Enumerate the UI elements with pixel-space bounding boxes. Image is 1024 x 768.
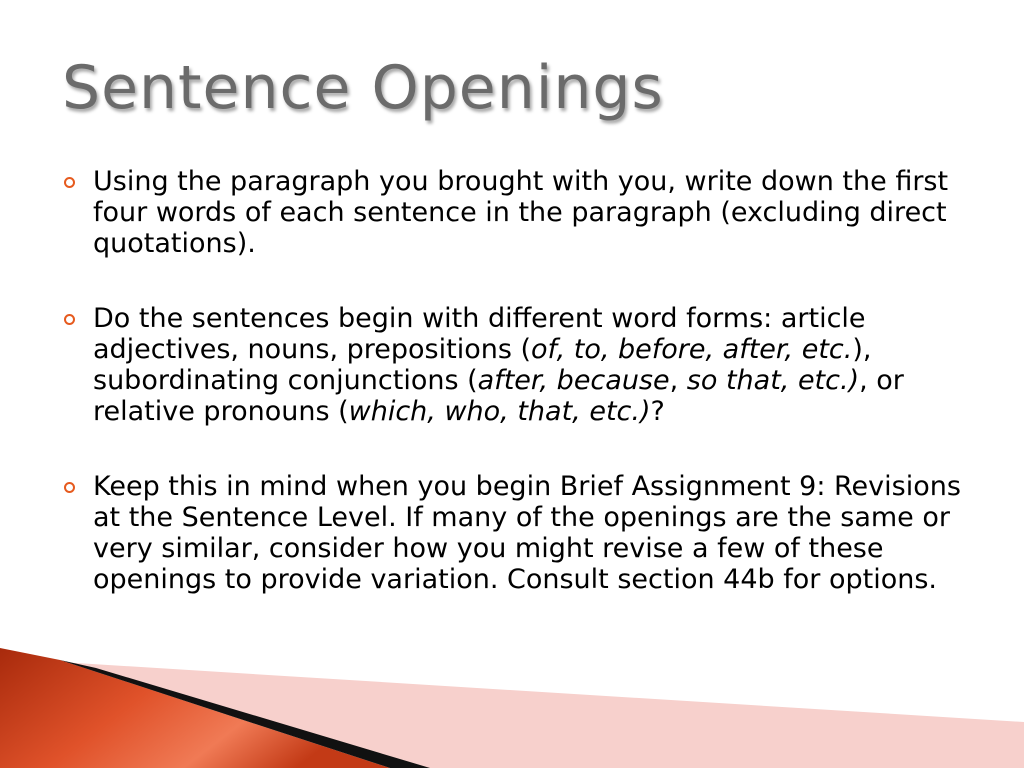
bullet-plain-text: , [669,365,687,396]
bullet-circle-icon [64,482,75,493]
bullet-plain-text: Using the paragraph you brought with you, write down the first four words of each sentence in the paragraph (excluding direct quotations). [93,166,949,259]
bullet-italic-text: of, to, before, after, etc. [531,334,853,365]
bullet-text [93,471,974,595]
bullet-italic-text: which, who, that, etc.) [348,396,651,427]
bullet-list [64,166,974,639]
bullet-text [93,303,974,427]
bullet-plain-text: ? [650,396,665,427]
bullet-italic-text: so that, etc.) [686,365,860,396]
bullet-item [64,303,974,427]
bullet-item [64,166,974,259]
bullet-text [93,166,974,259]
bullet-italic-text: after, because [477,365,670,396]
bullet-circle-icon [64,177,75,188]
bullet-plain-text: Do the sentences begin with different word forms: article adjectives, nouns, prepositions ( [93,303,866,365]
slide-title: Sentence Openings [62,53,664,123]
bullet-item [64,471,974,595]
bullet-circle-icon [64,314,75,325]
bullet-plain-text: ), subordinating conjunctions ( [93,334,872,396]
bullet-plain-text: , or relative pronouns ( [93,365,904,427]
bullet-plain-text: Keep this in mind when you begin Brief Assignment 9: Revisions at the Sentence Level. If many of the openings are the same or very similar, consider how you might revise a few of these openings to provide variation. Consult section 44b for options. [93,471,961,595]
